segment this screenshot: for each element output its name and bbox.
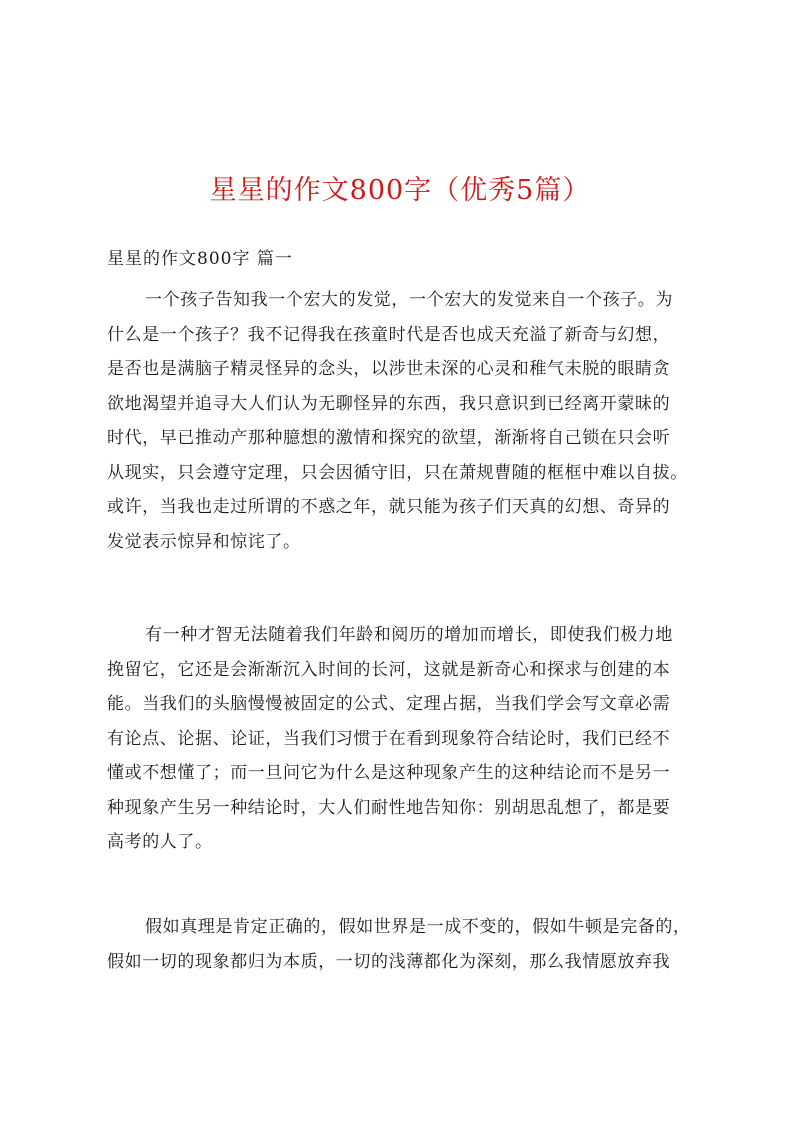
paragraph-line: 时代，早已推动产那种臆想的激情和探究的欲望，渐渐将自己锁在只会听: [107, 428, 671, 448]
paragraph-line: 有论点、论据、论证，当我们习惯于在看到现象符合结论时，我们已经不: [107, 728, 671, 749]
paragraph-line: 假如真理是肯定正确的，假如世界是一成不变的，假如牛顿是完备的，: [145, 917, 691, 937]
paragraph-line: 有一种才智无法随着我们年龄和阅历的增加而增长，即使我们极力地: [145, 625, 673, 645]
paragraph-line: 什么是一个孩子？我不记得我在孩童时代是否也成天充溢了新奇与幻想，: [107, 324, 671, 345]
paragraph-line: 发觉表示惊异和惊诧了。: [107, 531, 301, 552]
paragraph-line: 是否也是满脑子精灵怪异的念头，以涉世未深的心灵和稚气未脱的眼睛贪: [107, 359, 671, 379]
paragraph-2: [107, 618, 699, 860]
paragraph-line: 一个孩子告知我一个宏大的发觉，一个宏大的发觉来自一个孩子。为: [145, 290, 673, 310]
paragraph-line: 假如一切的现象都归为本质，一切的浅薄都化为深刻，那么我情愿放弃我: [107, 951, 671, 972]
paragraph-line: 种现象产生另一种结论时，大人们耐性地告知你：别胡思乱想了，都是要: [107, 797, 671, 818]
paragraph-1: [107, 283, 699, 559]
paragraph-line: 从现实，只会遵守定理，只会因循守旧，只在萧规曹随的框框中难以自拔。: [107, 462, 688, 483]
paragraph-line: 懂或不想懂了；而一旦问它为什么是这种现象产生的这种结论而不是另一: [107, 763, 671, 783]
section-heading: 星星的作文800字 篇一: [107, 249, 293, 269]
paragraph-3: [107, 910, 699, 979]
paragraph-line: 欲地渴望并追寻大人们认为无聊怪异的东西，我只意识到已经离开蒙昧的: [107, 393, 671, 414]
document-title: 星星的作文800字（优秀5篇）: [209, 175, 591, 206]
paragraph-line: 挽留它，它还是会渐渐沉入时间的长河，这就是新奇心和探求与创建的本: [107, 659, 671, 680]
paragraph-line: 高考的人了。: [107, 832, 213, 852]
paragraph-line: 或许，当我也走过所谓的不惑之年，就只能为孩子们天真的幻想、奇异的: [107, 497, 671, 517]
paragraph-line: 能。当我们的头脑慢慢被固定的公式、定理占据，当我们学会写文章必需: [107, 694, 671, 714]
